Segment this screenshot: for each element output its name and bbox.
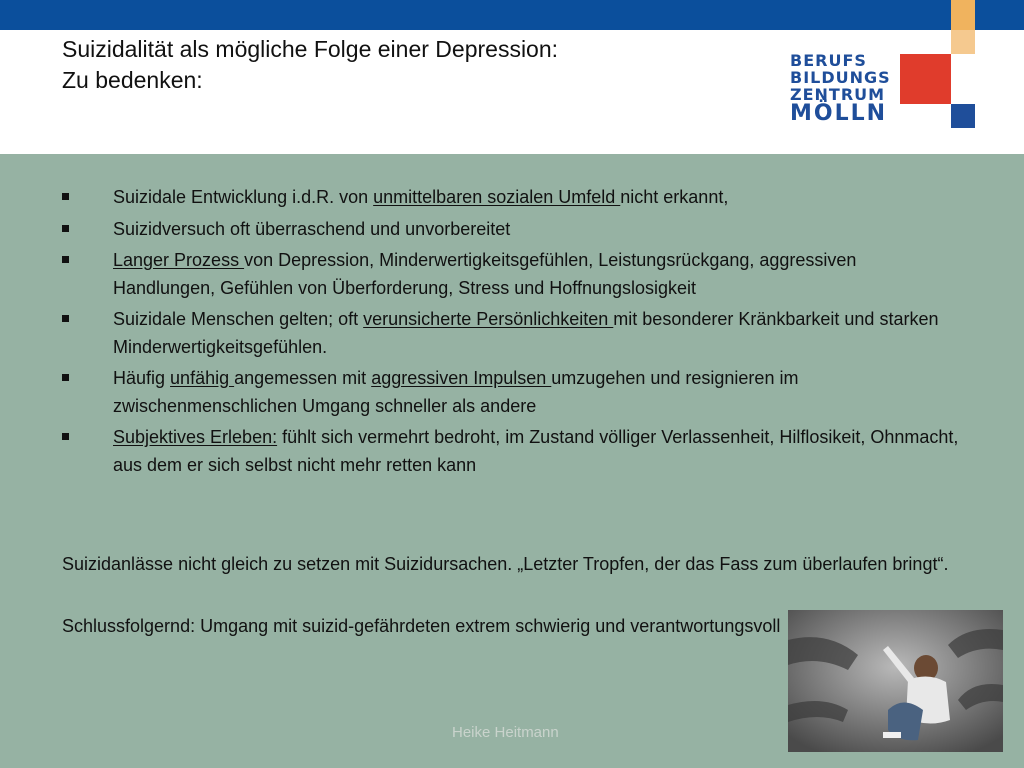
bullet-text: Suizidale Entwicklung i.d.R. von <box>113 187 374 207</box>
bullet-text: mit besonderer Kränkbarkeit und starken Minderwertigkeitsgefühlen. <box>113 309 939 357</box>
paragraph-causes: Suizidanlässe nicht gleich zu setzen mit Suizidursachen. „Letzter Tropfen, der das Fass zum überlaufen bringt“. <box>62 554 949 574</box>
bullet-text: umzugehen und resignieren im zwischenmenschlichen Umgang schneller als andere <box>113 368 799 416</box>
distressed-person-photo <box>788 610 1003 752</box>
bullet-item <box>62 184 962 212</box>
bullet-square-icon <box>62 374 69 381</box>
top-bar <box>0 0 1024 30</box>
bullet-item <box>62 247 962 302</box>
bullet-square-icon <box>62 256 69 263</box>
bullet-text: Suizidale Menschen gelten; oft <box>113 309 364 329</box>
bullet-list <box>62 184 962 483</box>
bullet-square-icon <box>62 433 69 440</box>
bullet-square-icon <box>62 315 69 322</box>
bullet-text: angemessen mit <box>234 368 372 388</box>
bullet-square-icon <box>62 225 69 232</box>
bullet-text: Suizidversuch oft überraschend und unvorbereitet <box>113 218 511 239</box>
logo-line-2: BILDUNGS <box>790 68 891 87</box>
bullet-square-icon <box>62 193 69 200</box>
bullet-text: Häufig <box>113 368 171 388</box>
footer-author: Heike Heitmann <box>452 724 559 741</box>
bullet-item <box>62 365 962 420</box>
logo-line-1: BERUFS <box>790 51 867 70</box>
underlined-text: unmittelbaren sozialen Umfeld <box>373 187 621 207</box>
underlined-text: Subjektives Erleben: <box>113 427 278 447</box>
underlined-text: unfähig <box>170 368 235 388</box>
bullet-text: fühlt sich vermehrt bedroht, im Zustand völliger Verlassenheit, Hilflosikeit, Ohnmacht, aus dem er sich selbst nicht mehr retten kann <box>113 427 959 475</box>
paragraph-conclusion: Schlussfolgernd: Umgang mit suizid-gefährdeten extrem schwierig und verantwortungsvoll <box>62 616 781 636</box>
bullet-text: nicht erkannt, <box>620 187 729 207</box>
bullet-item <box>62 306 962 361</box>
underlined-text: Langer Prozess <box>113 250 245 270</box>
underlined-text: verunsicherte Persönlichkeiten <box>363 309 614 329</box>
bullet-text: von Depression, Minderwertigkeitsgefühlen, Leistungsrückgang, aggressiven Handlungen, Gefühlen von Überforderung, Stress und Hoffnungslosigkeit <box>113 250 857 298</box>
title-line-1: Suizidalität als mögliche Folge einer Depression: <box>62 36 559 62</box>
logo-line-3: ZENTRUM <box>790 85 886 104</box>
underlined-text: aggressiven Impulsen <box>371 368 552 388</box>
slide-title <box>62 34 558 96</box>
title-line-2: Zu bedenken: <box>62 67 203 93</box>
bullet-item <box>62 216 962 244</box>
bullet-item <box>62 424 962 479</box>
logo-line-4: MÖLLN <box>790 101 888 126</box>
